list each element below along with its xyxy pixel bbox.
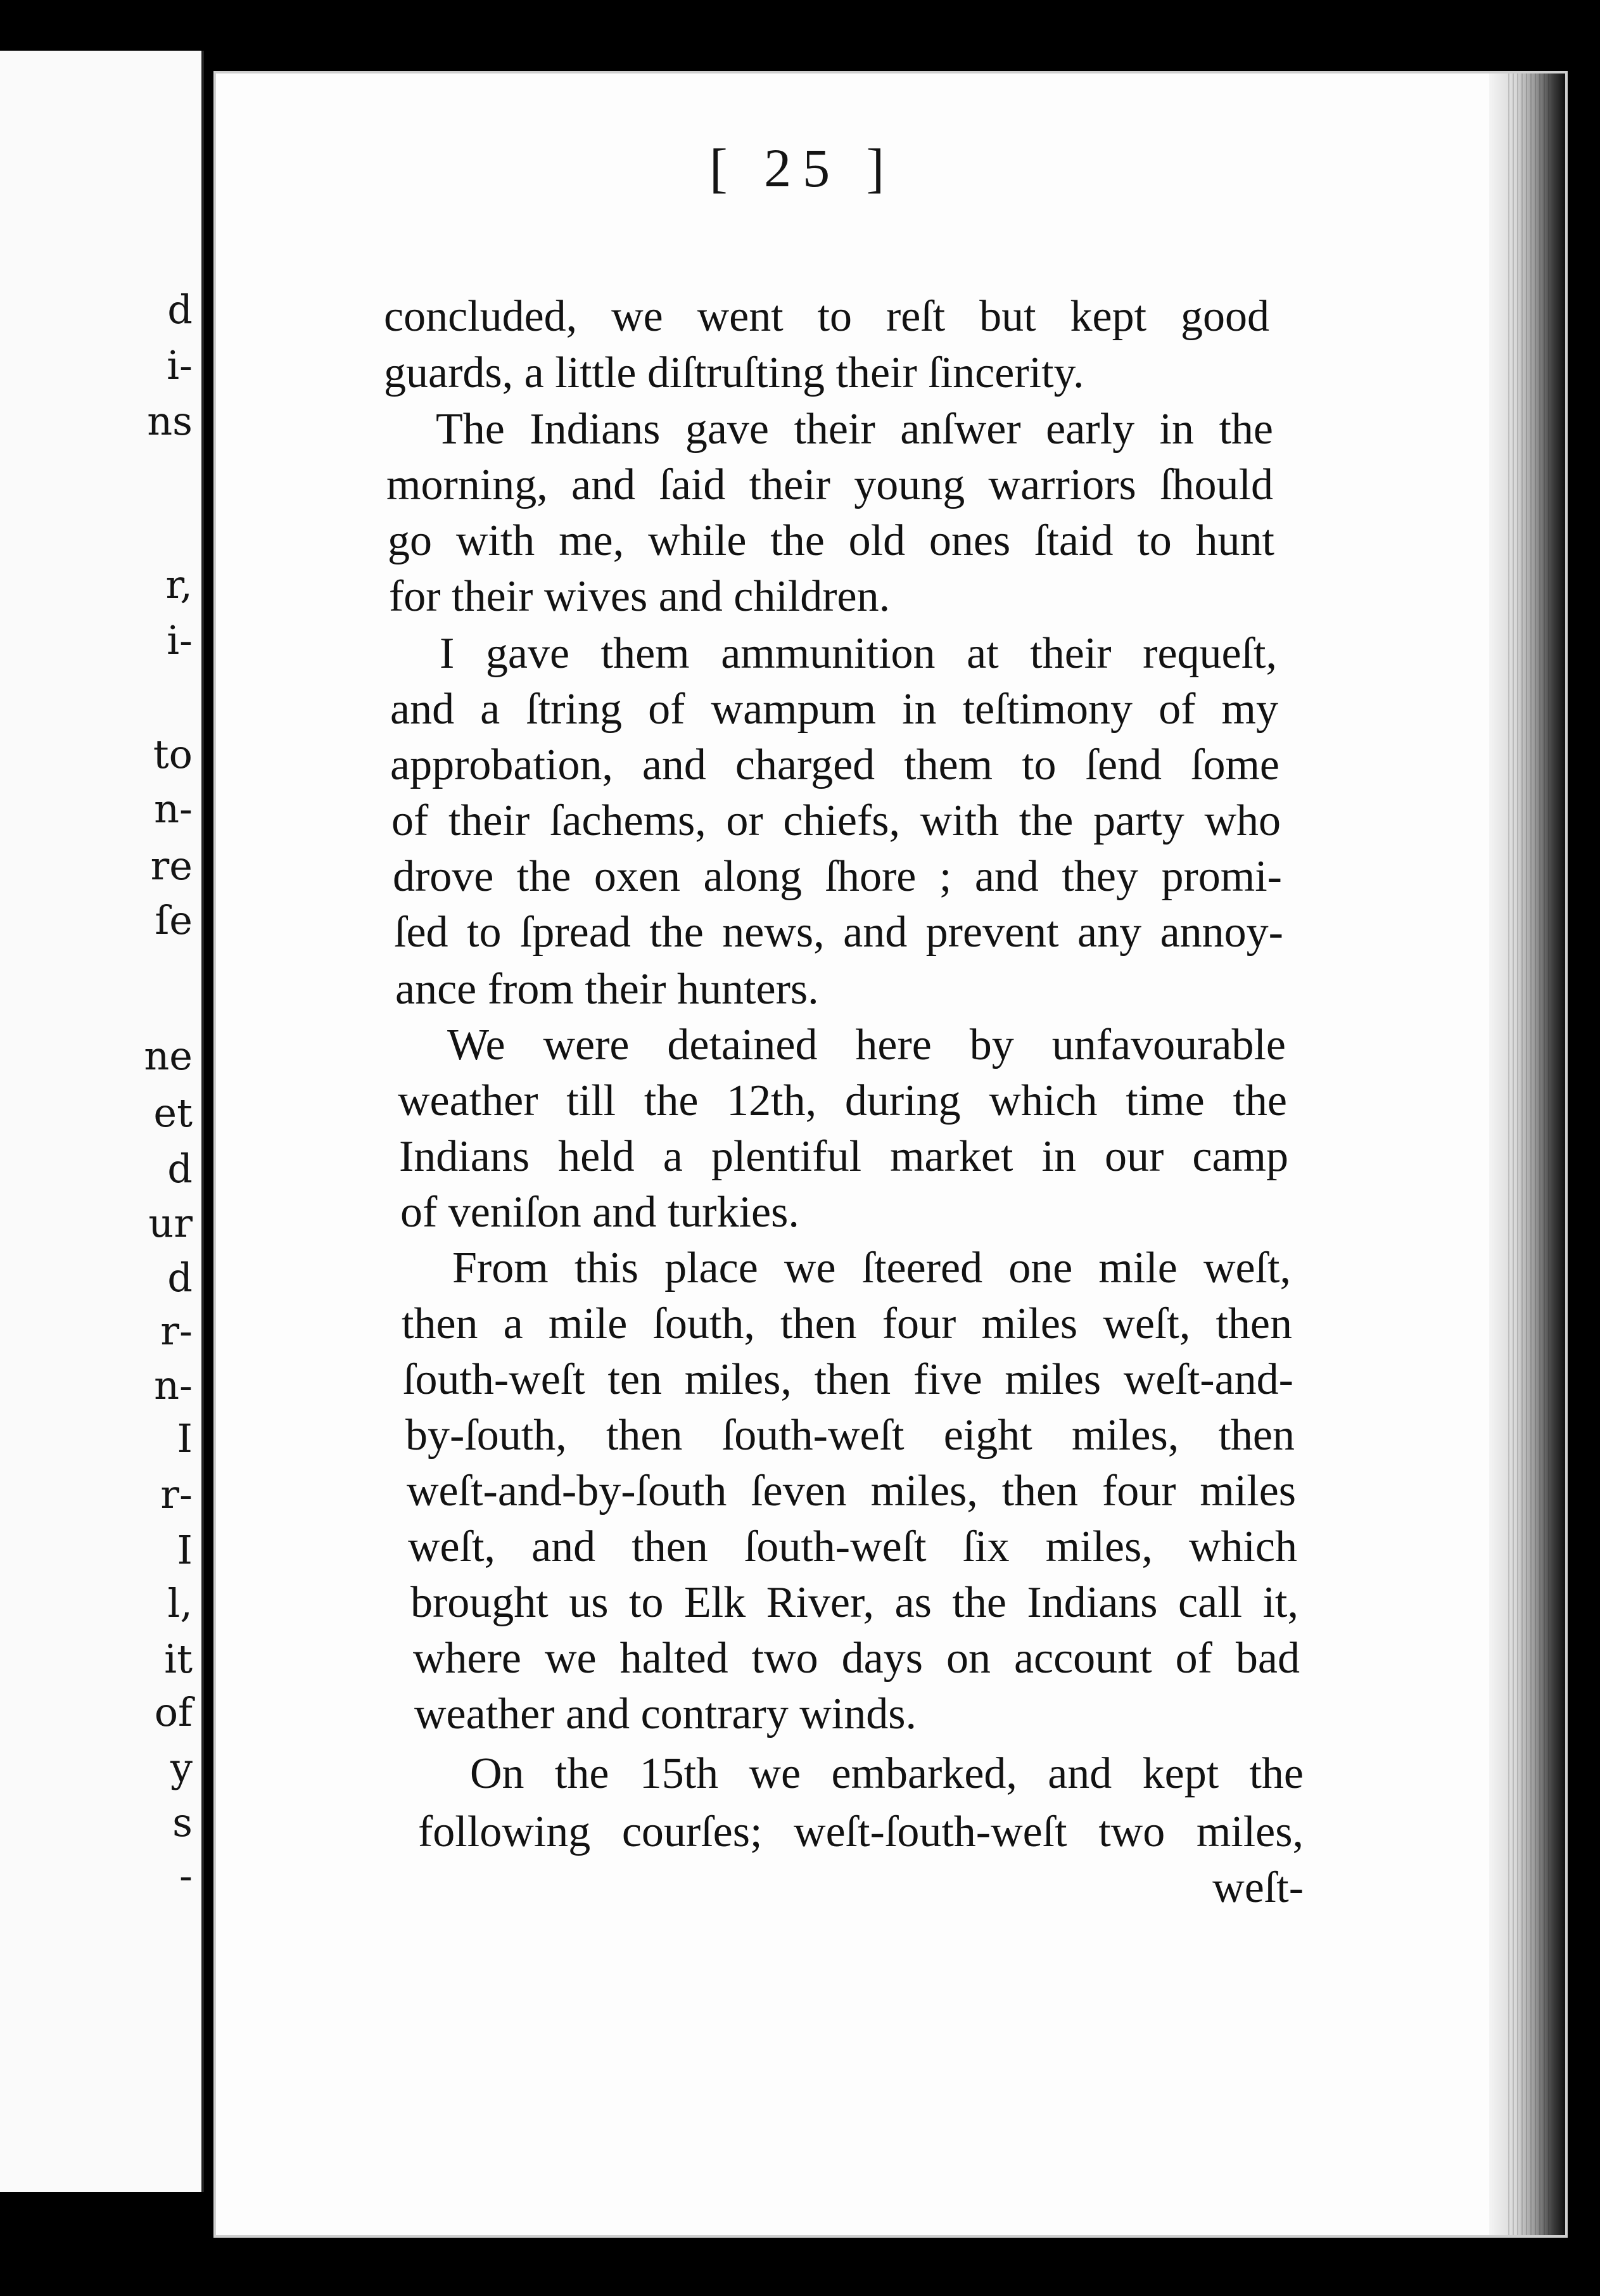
- left-page-fragment: ne: [144, 1033, 193, 1079]
- text-line: approbation, and charged them to ſend ſome: [390, 741, 1279, 789]
- left-page-fragment: n-: [154, 1362, 193, 1408]
- left-page-fragment: r-: [160, 1471, 193, 1517]
- text-line: ſouth-weſt ten miles, then five miles weſt-and-: [403, 1355, 1293, 1404]
- left-page-fragment: s: [172, 1799, 193, 1846]
- left-page-fragment: to: [153, 731, 193, 777]
- text-line: of veniſon and turkies.: [400, 1188, 799, 1237]
- text-line: On the 15th we embarked, and kept the: [470, 1749, 1304, 1798]
- text-line: of their ſachems, or chiefs, with the party who: [391, 796, 1281, 845]
- text-line: drove the oxen along ſhore ; and they promi-: [393, 852, 1282, 901]
- catchword: weſt-: [1212, 1863, 1304, 1912]
- left-page-fragment: i-: [167, 342, 193, 388]
- left-page-fragment: d: [167, 286, 193, 333]
- left-page-fragment: r-: [160, 1308, 193, 1354]
- left-page-fragment: -: [179, 1853, 193, 1899]
- text-line: where we halted two days on account of bad: [413, 1634, 1300, 1683]
- text-line: morning, and ſaid their young warriors ſhould: [386, 461, 1273, 509]
- text-line: concluded, we went to reſt but kept good: [384, 292, 1269, 341]
- text-line: weather and contrary winds.: [414, 1690, 917, 1738]
- left-page-fragment: n-: [154, 786, 193, 832]
- text-line: weſt-and-by-ſouth ſeven miles, then four miles: [407, 1467, 1296, 1515]
- left-page-fragment: I: [177, 1415, 193, 1462]
- text-line: then a mile ſouth, then four miles weſt, then: [402, 1299, 1292, 1348]
- text-line: From this place we ſteered one mile weſt,: [452, 1244, 1291, 1292]
- text-line: go with me, while the old ones ſtaid to hunt: [388, 516, 1274, 565]
- page-number-header: [ 25 ]: [709, 137, 896, 198]
- text-line: We were detained here by unfavourable: [447, 1021, 1286, 1069]
- left-page-fragment: d: [167, 1254, 193, 1301]
- left-page-fragment: r,: [165, 561, 193, 608]
- left-page-fragment: l,: [167, 1580, 193, 1626]
- left-page-fragment: et: [153, 1090, 193, 1136]
- left-page-fragment: ns: [147, 398, 193, 444]
- text-line: brought us to Elk River, as the Indians call it,: [410, 1578, 1298, 1627]
- left-page-fragment: d: [167, 1145, 193, 1192]
- left-page-fragment: of: [154, 1689, 193, 1735]
- left-page-fragment: it: [164, 1636, 193, 1682]
- left-page-fragment: ur: [148, 1200, 193, 1246]
- left-page-fragment: I: [177, 1527, 193, 1573]
- text-line: I gave them ammunition at their requeſt,: [440, 629, 1277, 678]
- left-page-fragment: ſe: [155, 897, 193, 943]
- text-line: weather till the 12th, during which time the: [398, 1076, 1287, 1125]
- text-line: ſed to ſpread the news, and prevent any annoy-: [394, 908, 1283, 957]
- text-line: ance from their hunters.: [395, 965, 819, 1014]
- left-page-fragment: re: [150, 843, 193, 889]
- text-line: guards, a little diſtruſting their ſincerity.: [384, 348, 1084, 397]
- text-line: and a ſtring of wampum in teſtimony of my: [390, 685, 1278, 734]
- text-line: The Indians gave their anſwer early in the: [436, 405, 1273, 454]
- left-page-fragment: i-: [167, 617, 193, 663]
- left-page-fragment: y: [170, 1745, 193, 1791]
- text-line: for their wives and children.: [389, 572, 891, 621]
- text-line: by-ſouth, then ſouth-weſt eight miles, then: [405, 1411, 1295, 1460]
- text-line: weſt, and then ſouth-weſt ſix miles, which: [408, 1522, 1297, 1571]
- scan-bottom-margin: [0, 2248, 1600, 2296]
- text-line: following courſes; weſt-ſouth-weſt two miles,: [418, 1808, 1304, 1856]
- text-line: Indians held a plentiful market in our camp: [399, 1132, 1288, 1181]
